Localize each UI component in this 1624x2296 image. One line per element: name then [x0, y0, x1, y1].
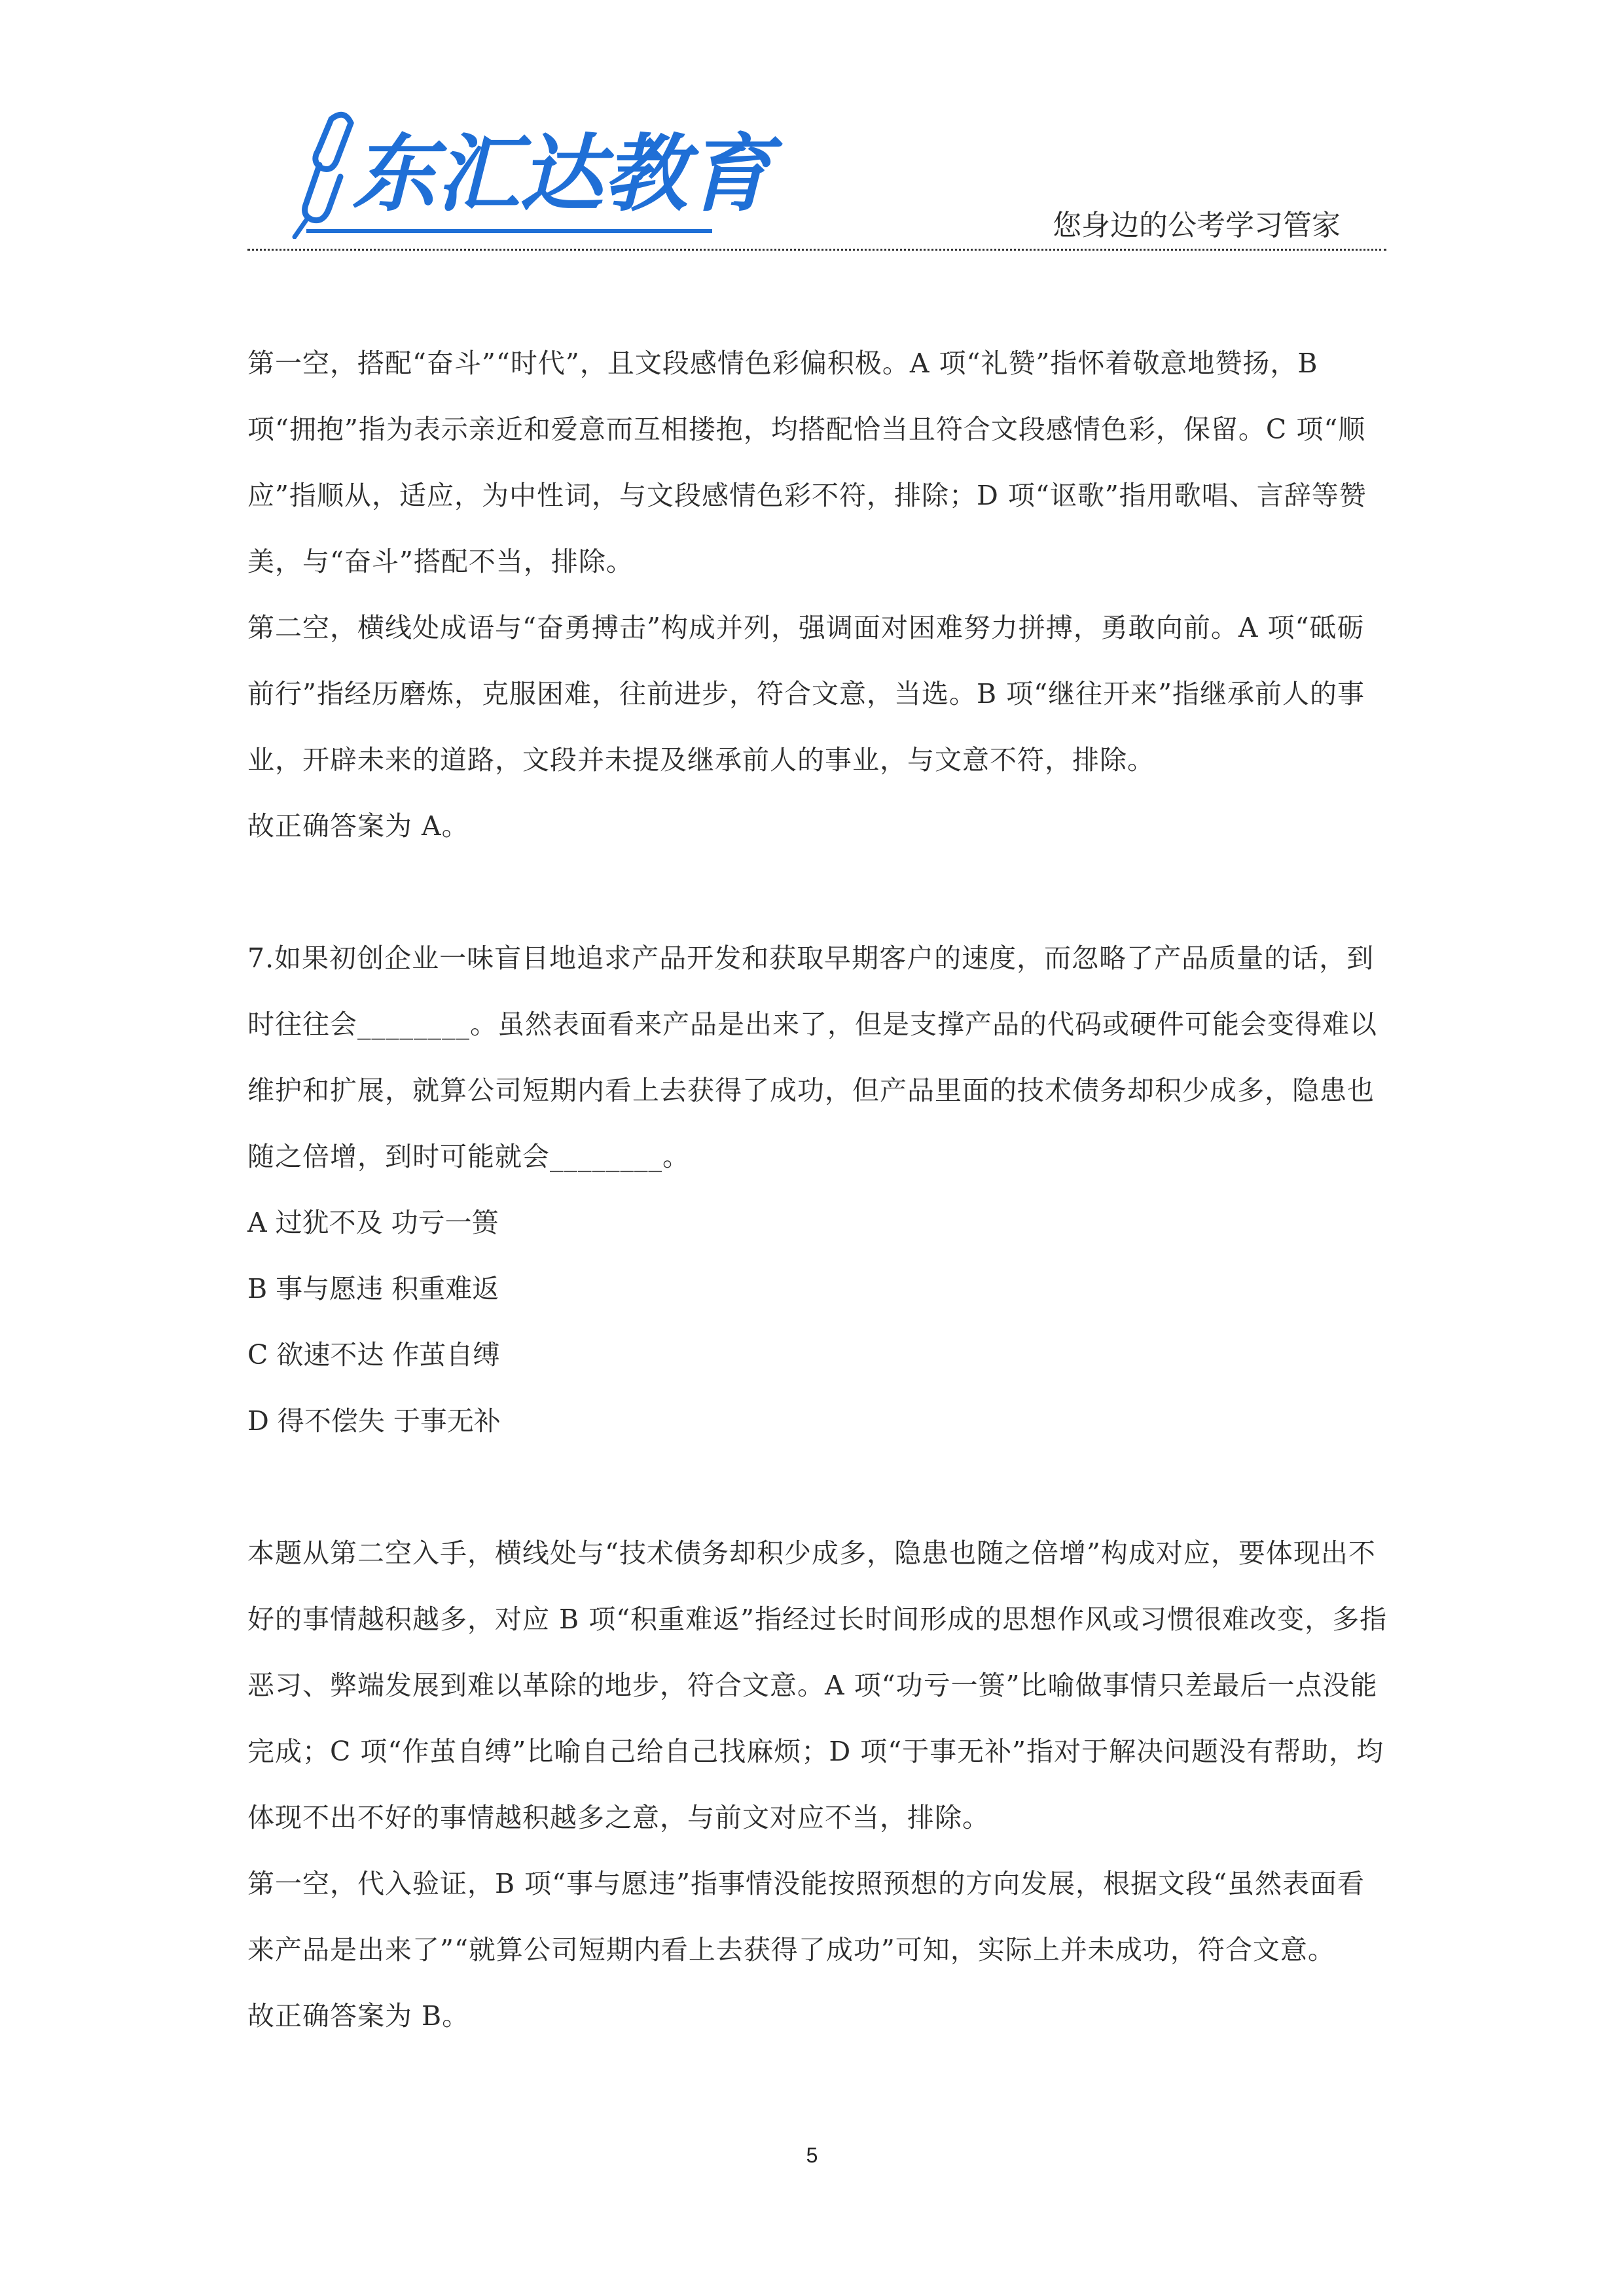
logo-text: 东汇达教育 — [352, 126, 772, 223]
option-b: B 事与愿违 积重难返 — [247, 1273, 499, 1304]
pen-chain-icon — [295, 115, 351, 237]
option-a: A 过犹不及 功亏一篑 — [247, 1207, 499, 1238]
explanation-paragraph: 第一空，代入验证，B 项“事与愿违”指事情没能按照预想的方向发展，根据文段“虽然表面看来产品是出来了”“就算公司短期内看上去获得了成功”可知，实际上并未成功，符合文意。 — [247, 1868, 1365, 1965]
explanation-paragraph: 第一空，搭配“奋斗”“时代”，且文段感情色彩偏积极。A 项“礼赞”指怀着敬意地赞扬，B 项“拥抱”指为表示亲近和爱意而互相搂抱，均搭配恰当且符合文段感情色彩，保留。C 项“顺应”指顺从，适应，为中性词，与文段感情色彩不符，排除；D 项“讴歌”指用歌唱、言辞等赞美，与“奋斗”搭配不当，排除。 — [247, 348, 1367, 577]
option-c: C 欲速不达 作茧自缚 — [247, 1339, 500, 1371]
option-d: D 得不偿失 于事无补 — [247, 1405, 501, 1437]
page-number: 5 — [806, 2144, 818, 2167]
header-tagline: 您身边的公考学习管家 — [1053, 209, 1341, 242]
explanation-paragraph: 第二空，横线处成语与“奋勇搏击”构成并列，强调面对困难努力拼搏，勇敢向前。A 项“砥砺前行”指经历磨炼，克服困难，往前进步，符合文意，当选。B 项“继往开来”指继承前人的事业，开辟未来的道路，文段并未提及继承前人的事业，与文意不符，排除。 — [247, 612, 1365, 776]
logo-underline — [306, 229, 712, 233]
paragraph-gap — [247, 1454, 1392, 1520]
question-stem: 7.如果初创企业一味盲目地追求产品开发和获取早期客户的速度，而忽略了产品质量的话，到时往往会________。虽然表面看来产品是出来了，但是支撑产品的代码或硬件可能会变得难以维护和扩展，就算公司短期内看上去获得了成功，但产品里面的技术债务却积少成多，隐患也随之倍增，到时可能就会________。 — [247, 942, 1377, 1172]
logo-graphic — [280, 105, 935, 239]
brand-logo — [280, 105, 935, 239]
header-dotted-divider — [247, 249, 1386, 251]
answer-line: 故正确答案为 A。 — [247, 810, 469, 842]
explanation-paragraph: 本题从第二空入手，横线处与“技术债务却积少成多，隐患也随之倍增”构成对应，要体现出不好的事情越积越多，对应 B 项“积重难返”指经过长时间形成的思想作风或习惯很难改变，多指恶习、弊端发展到难以革除的地步，符合文意。A 项“功亏一篑”比喻做事情只差最后一点没能完成；C 项“作茧自缚”比喻自己给自己找麻烦；D 项“于事无补”指对于解决问题没有帮助，均体现不出不好的事情越积越多之意，与前文对应不当，排除。 — [247, 1537, 1388, 1833]
document-body — [247, 331, 1392, 2049]
paragraph-gap — [247, 859, 1392, 925]
page-header — [247, 105, 1386, 252]
answer-line: 故正确答案为 B。 — [247, 2000, 470, 2032]
